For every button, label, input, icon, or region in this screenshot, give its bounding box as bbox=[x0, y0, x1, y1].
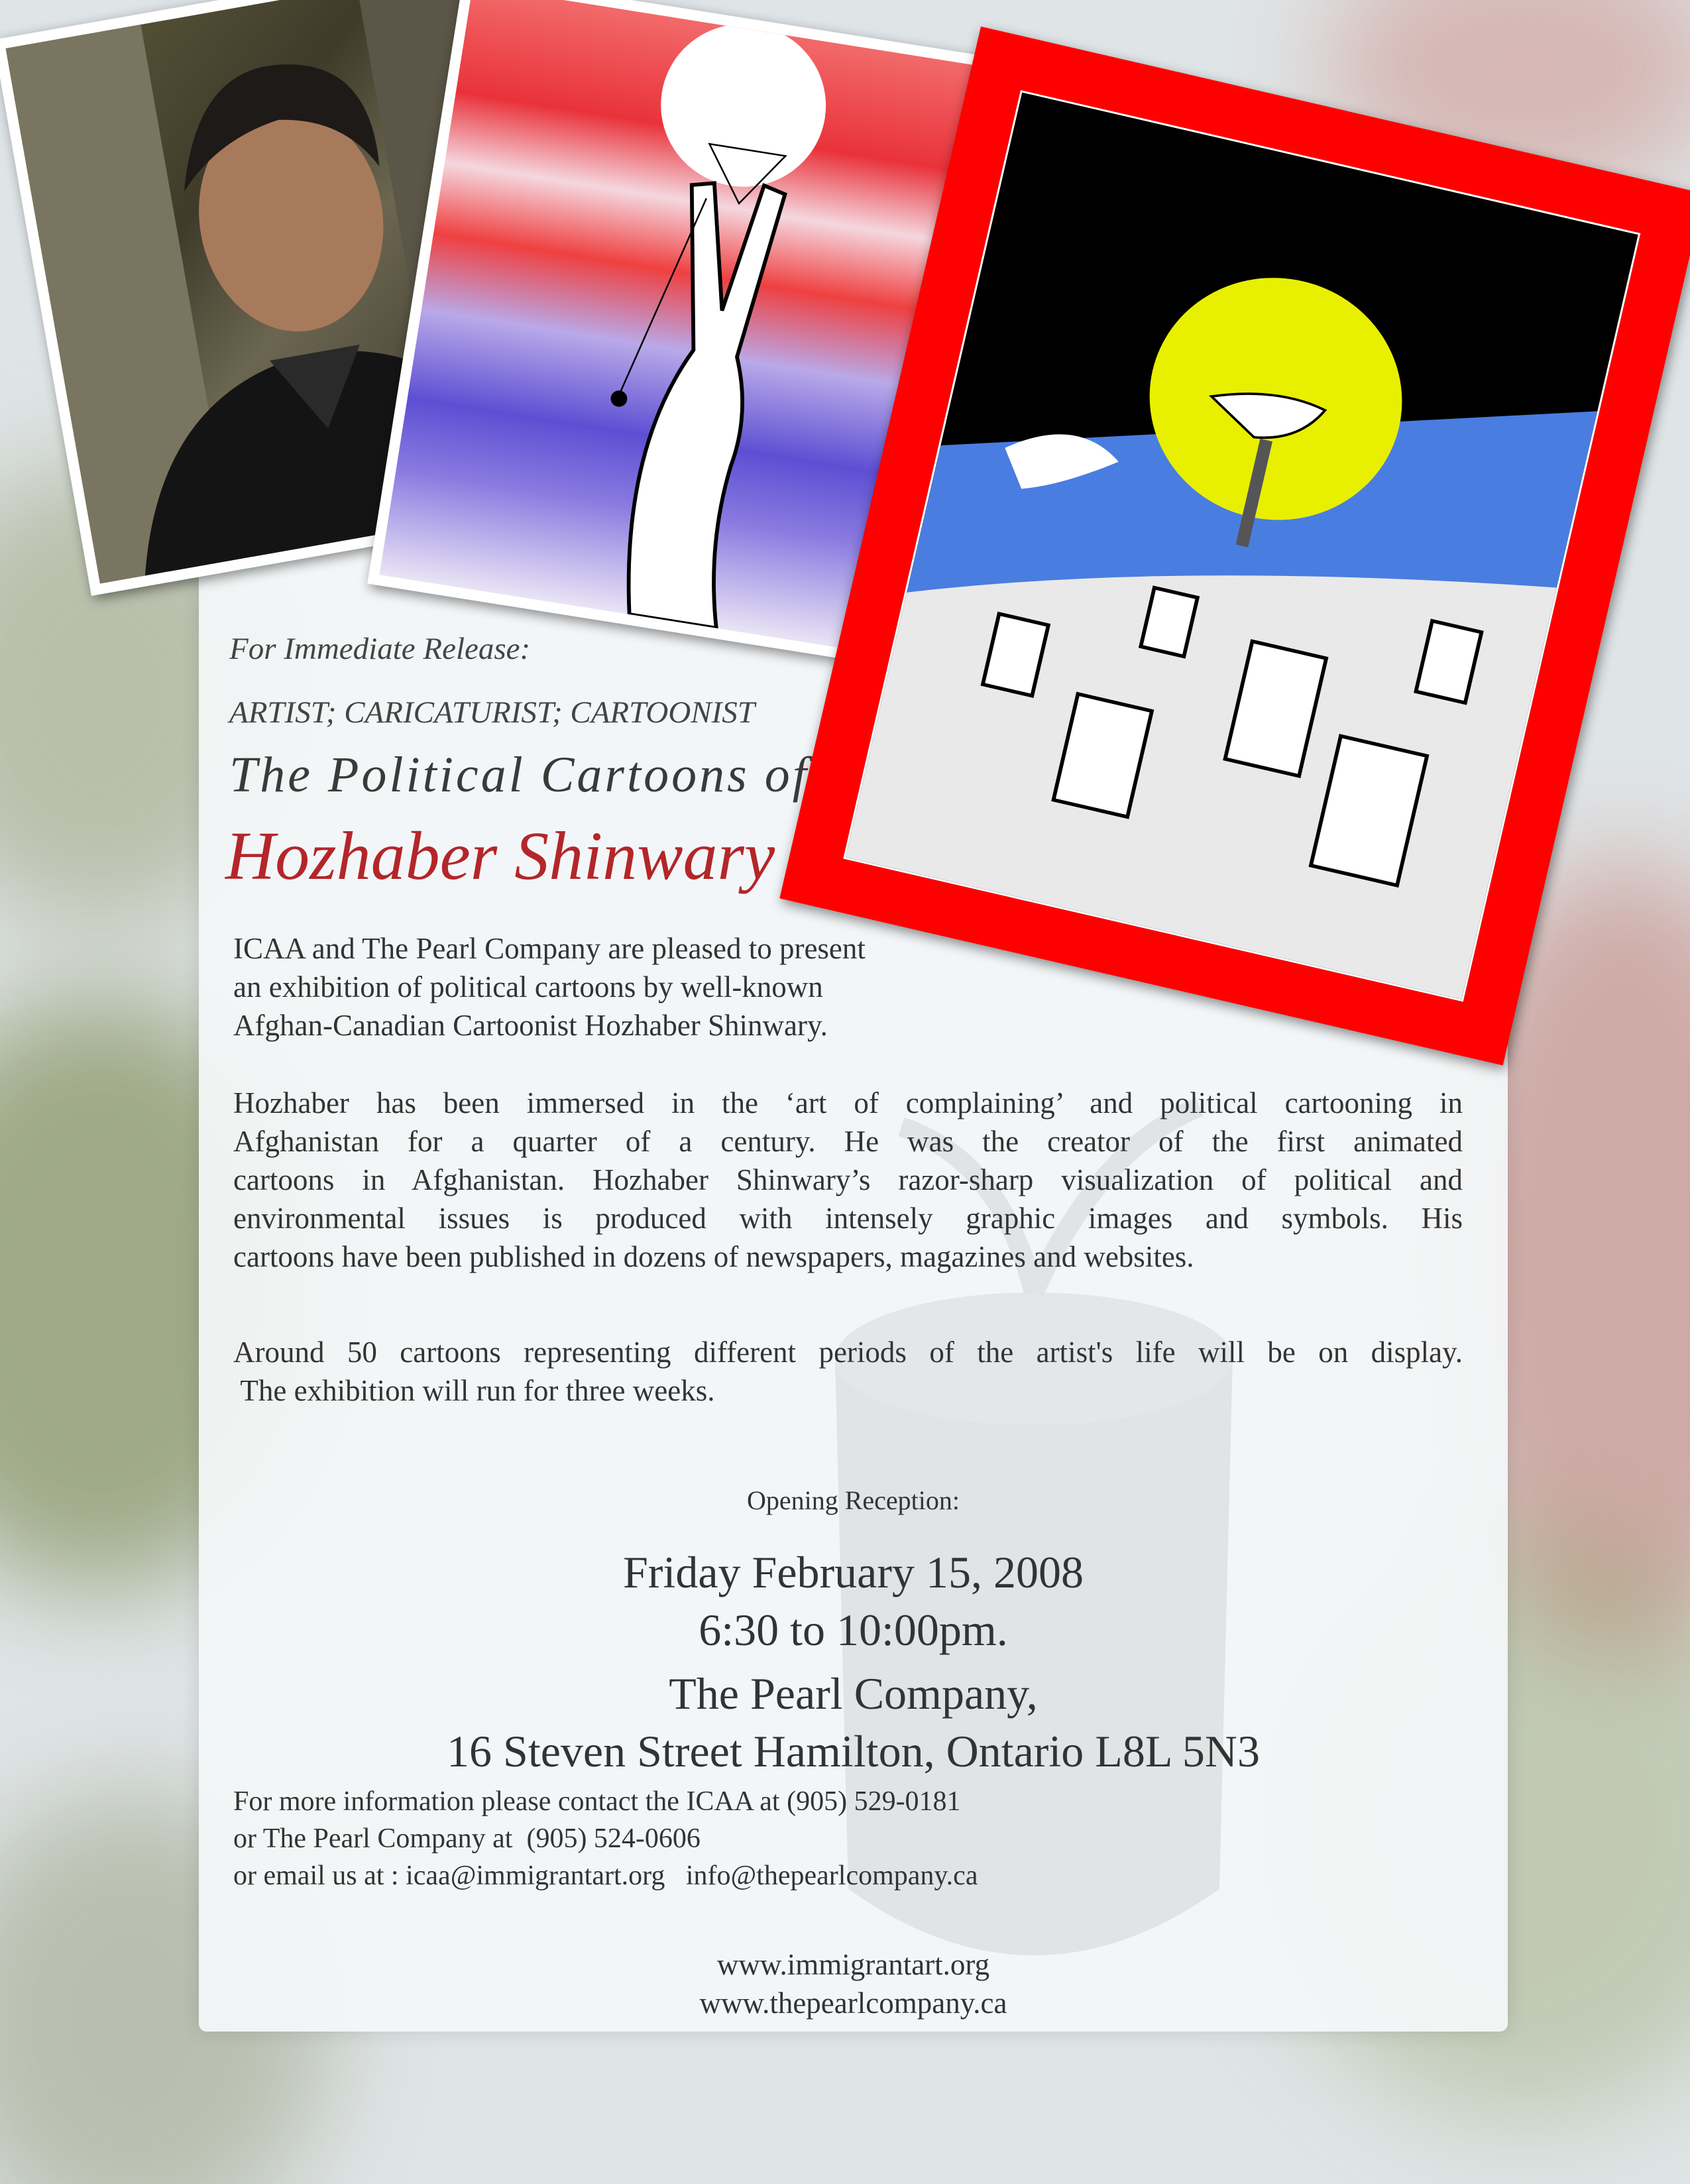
bio-line: Afghanistan for a quarter of a century. He was the creator of the first animated bbox=[233, 1125, 1463, 1158]
website-link[interactable]: www.thepearlcompany.ca bbox=[699, 1986, 1007, 2020]
display-line: Around 50 cartoons representing different periods of the artist's life will be on display. bbox=[233, 1336, 1463, 1369]
display-paragraph bbox=[233, 1333, 1463, 1410]
website-link[interactable]: www.immigrantart.org bbox=[716, 1948, 990, 1981]
contact-line: or email us at : icaa@immigrantart.org info@thepearlcompany.ca bbox=[233, 1861, 978, 1891]
website-links bbox=[199, 1945, 1508, 2022]
bio-line: Hozhaber has been immersed in the ‘art of complaining’ and political cartooning in bbox=[233, 1086, 1463, 1120]
dove-stumps-icon bbox=[846, 93, 1638, 1000]
intro-line: Afghan-Canadian Cartoonist Hozhaber Shinwary. bbox=[233, 1009, 828, 1042]
reception-address: 16 Steven Street Hamilton, Ontario L8L 5N3 bbox=[447, 1726, 1260, 1776]
reception-time: 6:30 to 10:00pm. bbox=[699, 1605, 1008, 1655]
contact-line: or The Pearl Company at (905) 524-0606 bbox=[233, 1823, 701, 1854]
bio-line: environmental issues is produced with intensely graphic images and symbols. His bbox=[233, 1202, 1463, 1235]
reception-label: Opening Reception: bbox=[746, 1485, 960, 1515]
bio-line: cartoons have been published in dozens of newspapers, magazines and websites. bbox=[233, 1240, 1194, 1273]
intro-line: an exhibition of political cartoons by well-known bbox=[233, 970, 823, 1004]
contact-line: For more information please contact the ICAA at (905) 529-0181 bbox=[233, 1786, 961, 1817]
exhibition-title: The Political Cartoons of bbox=[229, 747, 809, 803]
reception-date: Friday February 15, 2008 bbox=[622, 1547, 1084, 1597]
subheading: ARTIST; CARICATURIST; CARTOONIST bbox=[229, 695, 755, 730]
bio-line: cartoons in Afghanistan. Hozhaber Shinwary’s razor-sharp visualization of political and bbox=[233, 1163, 1463, 1196]
reception-venue: The Pearl Company, bbox=[669, 1668, 1038, 1719]
intro-paragraph bbox=[233, 929, 995, 1045]
intro-line: ICAA and The Pearl Company are pleased to present bbox=[233, 932, 866, 965]
artist-bio-paragraph bbox=[233, 1084, 1463, 1276]
artist-name: Hozhaber Shinwary bbox=[225, 818, 775, 894]
release-label: For Immediate Release: bbox=[229, 632, 531, 666]
display-line: The exhibition will run for three weeks. bbox=[233, 1374, 715, 1407]
contact-info bbox=[233, 1783, 978, 1894]
